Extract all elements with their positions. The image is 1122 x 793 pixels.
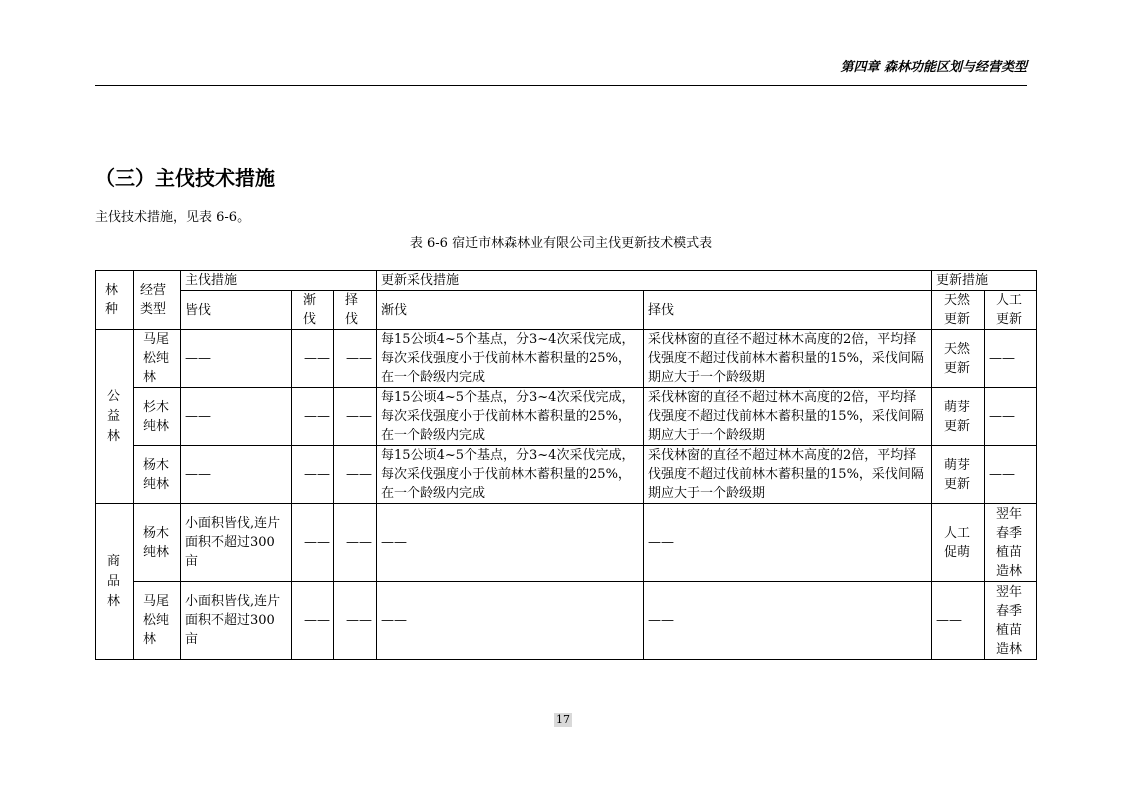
page-number: 17	[556, 713, 570, 726]
row-artificial: ——	[985, 388, 1037, 446]
table-row	[96, 388, 1037, 446]
row-type: 杨木纯林	[134, 504, 181, 582]
group-public: 公益林	[96, 330, 134, 504]
header-management-type: 经营类型	[134, 271, 181, 330]
row-shelterwood: ——	[377, 504, 644, 582]
header-regeneration: 更新措施	[932, 271, 1037, 291]
row-selection-short: ——	[334, 446, 377, 504]
row-shelterwood-short: ——	[292, 446, 334, 504]
header-clear-cut: 皆伐	[181, 291, 292, 330]
row-shelterwood: ——	[377, 582, 644, 660]
header-natural: 天然更新	[932, 291, 985, 330]
row-artificial: ——	[985, 446, 1037, 504]
row-shelterwood-short: ——	[292, 504, 334, 582]
felling-technique-table	[95, 270, 1037, 660]
row-shelterwood: 每15公顷4~5个基点，分3~4次采伐完成，每次采伐强度小于伐前林木蓄积量的25%，在一个龄级内完成	[377, 446, 644, 504]
row-clear-cut: 小面积皆伐,连片面积不超过300亩	[181, 504, 292, 582]
row-clear-cut: 小面积皆伐,连片面积不超过300亩	[181, 582, 292, 660]
row-type: 马尾松纯林	[134, 582, 181, 660]
table-row	[96, 446, 1037, 504]
row-artificial: 翌年春季植苗造林	[985, 504, 1037, 582]
table-row	[96, 330, 1037, 388]
header-main-felling: 主伐措施	[181, 271, 377, 291]
row-shelterwood-short: ——	[292, 330, 334, 388]
row-shelterwood: 每15公顷4~5个基点，分3~4次采伐完成，每次采伐强度小于伐前林木蓄积量的25%，在一个龄级内完成	[377, 388, 644, 446]
header-renewal-felling: 更新采伐措施	[377, 271, 932, 291]
row-shelterwood-short: ——	[292, 388, 334, 446]
chapter-header: 第四章 森林功能区划与经营类型	[840, 60, 1027, 75]
row-selection-short: ——	[334, 504, 377, 582]
row-natural: 萌芽更新	[932, 388, 985, 446]
section-heading: （三）主伐技术措施	[95, 166, 275, 190]
row-clear-cut: ——	[181, 330, 292, 388]
intro-text: 主伐技术措施，见表 6-6。	[95, 210, 251, 225]
header-forest-type: 林种	[96, 271, 134, 330]
row-natural: 人工促萌	[932, 504, 985, 582]
row-natural: 天然更新	[932, 330, 985, 388]
row-shelterwood: 每15公顷4~5个基点，分3~4次采伐完成，每次采伐强度小于伐前林木蓄积量的25%，在一个龄级内完成	[377, 330, 644, 388]
row-type: 马尾松纯林	[134, 330, 181, 388]
header-rule	[95, 85, 1027, 86]
table-row	[96, 504, 1037, 582]
row-type: 杉木纯林	[134, 388, 181, 446]
row-selection: ——	[644, 582, 932, 660]
row-selection: ——	[644, 504, 932, 582]
header-artificial: 人工更新	[985, 291, 1037, 330]
header-shelterwood: 渐伐	[377, 291, 644, 330]
row-selection-short: ——	[334, 582, 377, 660]
group-commercial: 商品林	[96, 504, 134, 660]
row-selection-short: ——	[334, 388, 377, 446]
row-clear-cut: ——	[181, 388, 292, 446]
row-natural: ——	[932, 582, 985, 660]
row-type: 杨木纯林	[134, 446, 181, 504]
header-selection: 择伐	[644, 291, 932, 330]
table-caption: 表 6-6 宿迁市林森林业有限公司主伐更新技术模式表	[409, 236, 713, 251]
row-selection: 采伐林窗的直径不超过林木高度的2倍，平均择伐强度不超过伐前林木蓄积量的15%，采伐间隔期应大于一个龄级期	[644, 388, 932, 446]
row-selection: 采伐林窗的直径不超过林木高度的2倍，平均择伐强度不超过伐前林木蓄积量的15%，采伐间隔期应大于一个龄级期	[644, 446, 932, 504]
row-selection: 采伐林窗的直径不超过林木高度的2倍，平均择伐强度不超过伐前林木蓄积量的15%，采伐间隔期应大于一个龄级期	[644, 330, 932, 388]
row-artificial: 翌年春季植苗造林	[985, 582, 1037, 660]
header-shelterwood-short: 渐伐	[292, 291, 334, 330]
row-shelterwood-short: ——	[292, 582, 334, 660]
row-natural: 萌芽更新	[932, 446, 985, 504]
row-clear-cut: ——	[181, 446, 292, 504]
row-selection-short: ——	[334, 330, 377, 388]
table-row	[96, 582, 1037, 660]
row-artificial: ——	[985, 330, 1037, 388]
header-selection-short: 择伐	[334, 291, 377, 330]
